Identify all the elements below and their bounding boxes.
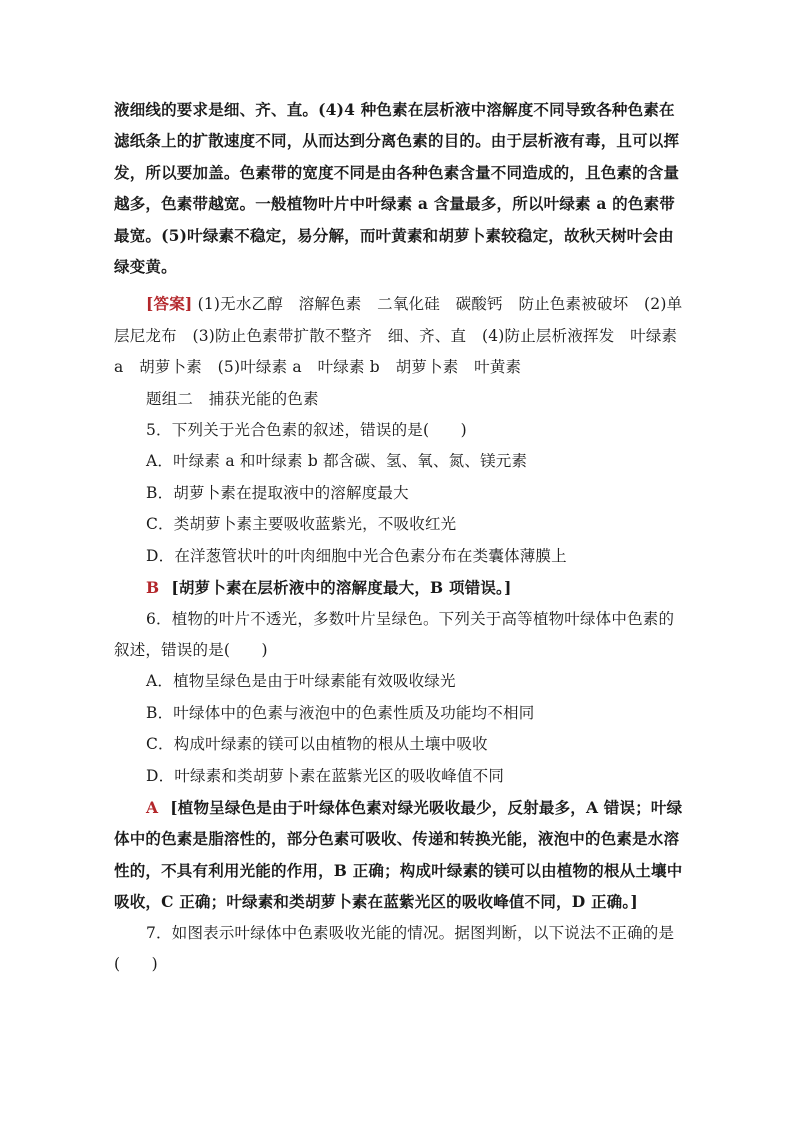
group-title: 题组二 捕获光能的色素: [146, 389, 319, 408]
q5-analysis: [114, 572, 684, 603]
q7-stem: 7．如图表示叶绿体中色素吸收光能的情况。据图判断，以下说法不正确的是( ): [114, 923, 675, 973]
explanation-continued: 液细线的要求是细、齐、直。(4)4 种色素在层析液中溶解度不同导致各种色素在滤纸条上的扩散速度不同，从而达到分离色素的目的。由于层析液有毒，且可以挥发，所以要加盖。色素带的宽度不同是由各种色素含量不同造成的，且色素的含量越多，色素带越宽。一般植物叶片中叶绿素 a 含量最多，所以叶绿素 a 的色素带最宽。(5)叶绿素不稳定，易分解，而叶黄素和胡萝卜素较稳定，故秋天树叶会由绿变黄。: [114, 100, 680, 277]
q6-option-a: A．植物呈绿色是由于叶绿素能有效吸收绿光: [146, 672, 456, 691]
q6-analysis-text: [植物呈绿色是由于叶绿体色素对绿光吸收最少，反射最多，A 错误；叶绿体中的色素是脂溶性的，部分色素可吸收、传递和转换光能，液泡中的色素是水溶性的，不具有利用光能的作用，B 正确；构成叶绿素的镁可以由植物的根从土壤中吸收，C 正确；叶绿素和类胡萝卜素在蓝紫光区的吸收峰值不同，D 正确。]: [114, 797, 683, 912]
answer-paragraph: [114, 288, 684, 383]
answer-text: (1)无水乙醇 溶解色素 二氧化硅 碳酸钙 防止色素被破坏 (2)单层尼龙布 (3)防止色素带扩散不整齐 细、齐、直 (4)防止层析液挥发 叶绿素 a 胡萝卜素 (5)叶绿素 a 叶绿素 b 胡萝卜素 叶黄素: [114, 295, 683, 377]
q5-stem: 5．下列关于光合色素的叙述，错误的是( ): [146, 421, 467, 440]
answer-tag: [答案]: [146, 294, 193, 314]
q6-stem: 6．植物的叶片不透光，多数叶片呈绿色。下列关于高等植物叶绿体中色素的叙述，错误的是( ): [114, 609, 675, 659]
q5-answer-letter: B: [146, 578, 160, 598]
q5-option-b: B．胡萝卜素在提取液中的溶解度最大: [146, 483, 409, 502]
q6-answer-letter: A: [146, 797, 159, 817]
q6-option-b: B．叶绿体中的色素与液泡中的色素性质及功能均不相同: [146, 703, 535, 722]
content-area: [114, 94, 684, 980]
q5-analysis-text: [胡萝卜素在层析液中的溶解度最大，B 项错误。]: [171, 578, 512, 598]
q6-option-d: D．叶绿素和类胡萝卜素在蓝紫光区的吸收峰值不同: [146, 766, 505, 785]
q5-option-c: C．类胡萝卜素主要吸收蓝紫光，不吸收红光: [146, 515, 457, 534]
q5-option-a: A．叶绿素 a 和叶绿素 b 都含碳、氢、氧、氮、镁元素: [146, 452, 528, 471]
q6-option-c: C．构成叶绿素的镁可以由植物的根从土壤中吸收: [146, 735, 488, 754]
q6-analysis: [114, 792, 684, 918]
q5-option-d: D．在洋葱管状叶的叶肉细胞中光合色素分布在类囊体薄膜上: [146, 546, 567, 565]
